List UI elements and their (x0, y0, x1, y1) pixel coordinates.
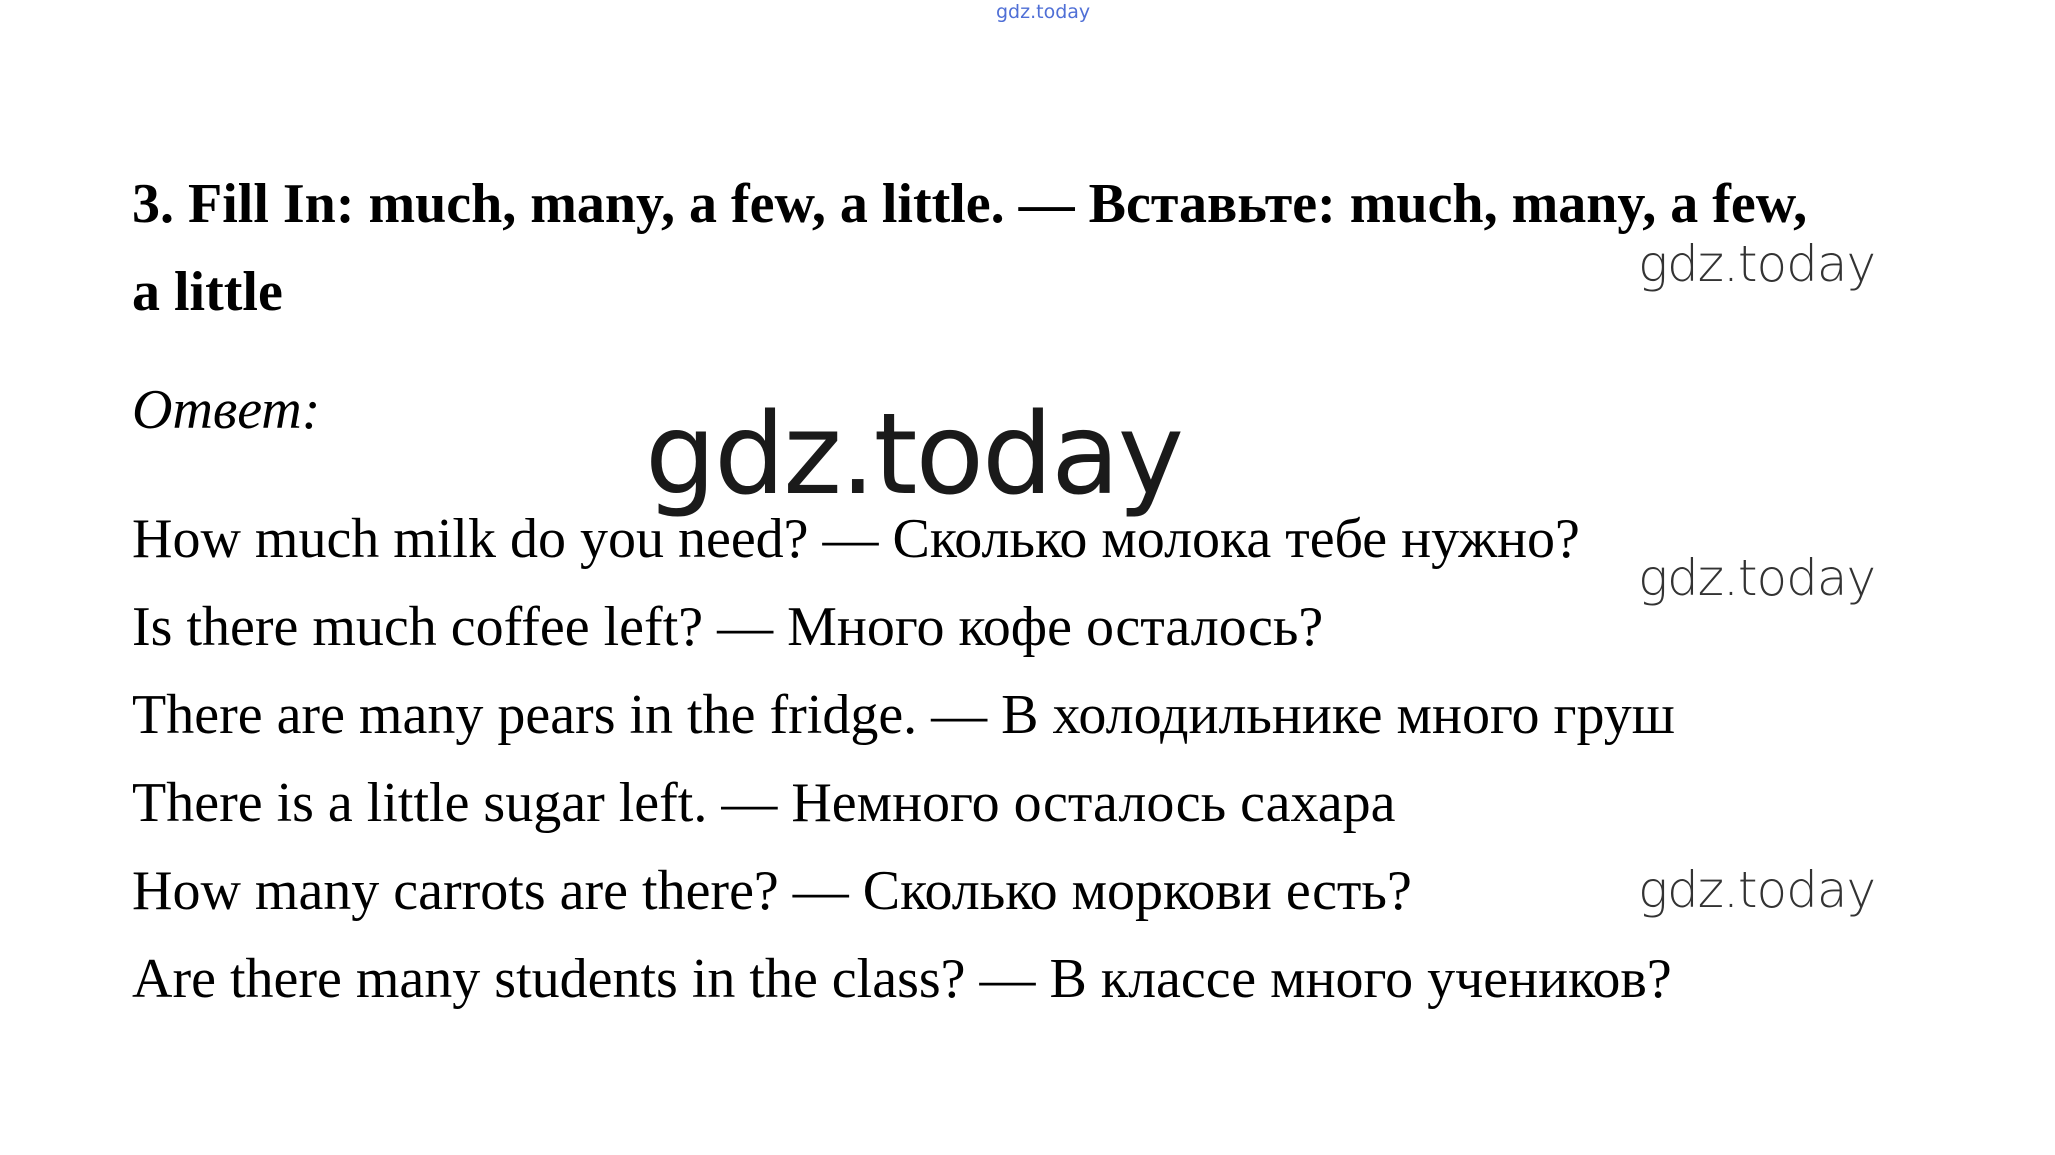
answer-line: Is there much coffee left? — Много кофе осталось? (132, 596, 1324, 658)
answer-line: There is a little sugar left. — Немного осталось сахара (132, 772, 1396, 834)
watermark-small: gdz.today (1638, 235, 1876, 293)
top-watermark-link[interactable]: gdz.today (996, 1, 1091, 23)
watermark-small: gdz.today (1638, 549, 1876, 607)
task-heading-line-1: 3. Fill In: much, many, a few, a little. — Вставьте: much, many, a few, (132, 173, 1808, 235)
watermark-large: gdz.today (645, 390, 1183, 520)
answer-line: Are there many students in the class? — В классе много учеников? (132, 948, 1672, 1010)
watermark-small: gdz.today (1638, 861, 1876, 919)
answer-label: Ответ: (132, 379, 321, 441)
task-heading-line-2: a little (132, 261, 283, 323)
answer-line: How much milk do you need? — Сколько молока тебе нужно? (132, 508, 1580, 570)
answer-list (132, 495, 1675, 1023)
answer-line: There are many pears in the fridge. — В холодильнике много груш (132, 684, 1675, 746)
answer-line: How many carrots are there? — Сколько моркови есть? (132, 860, 1412, 922)
